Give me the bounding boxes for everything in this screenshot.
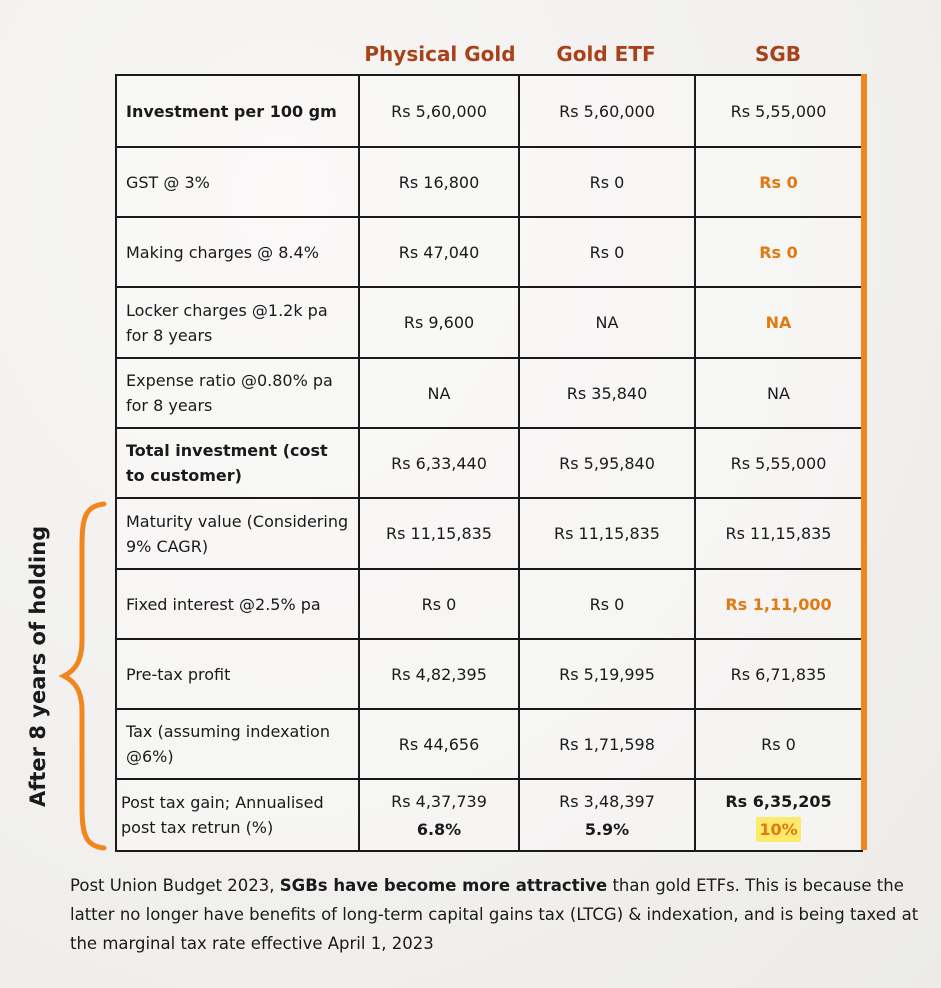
row-label: Investment per 100 gm bbox=[116, 75, 359, 147]
cell-gold-etf: Rs 5,95,840 bbox=[519, 428, 695, 498]
annualised-return: 5.9% bbox=[584, 819, 630, 839]
column-header-physical-gold: Physical Gold bbox=[364, 42, 516, 66]
cell-sgb: Rs 0 bbox=[695, 147, 862, 217]
cell-gold-etf: Rs 35,840 bbox=[519, 358, 695, 428]
cell-sgb: Rs 11,15,835 bbox=[695, 498, 862, 569]
post-tax-gain-value: Rs 6,35,205 bbox=[725, 791, 832, 811]
cell-gold-etf bbox=[519, 779, 695, 851]
table-row bbox=[116, 358, 862, 428]
cell-sgb: NA bbox=[695, 287, 862, 358]
cell-physical-gold: Rs 11,15,835 bbox=[359, 498, 519, 569]
cell-gold-etf: Rs 0 bbox=[519, 147, 695, 217]
table-row bbox=[116, 287, 862, 358]
row-label: Maturity value (Considering 9% CAGR) bbox=[116, 498, 359, 569]
annualised-return: 6.8% bbox=[416, 819, 462, 839]
table-row bbox=[116, 428, 862, 498]
table-row bbox=[116, 709, 862, 779]
row-label: Total investment (cost to customer) bbox=[116, 428, 359, 498]
cell-physical-gold: NA bbox=[359, 358, 519, 428]
side-label-after-8-years bbox=[8, 520, 68, 820]
row-label: Locker charges @1.2k pa for 8 years bbox=[116, 287, 359, 358]
table-row bbox=[116, 569, 862, 639]
cell-physical-gold: Rs 47,040 bbox=[359, 217, 519, 287]
cell-gold-etf: Rs 1,71,598 bbox=[519, 709, 695, 779]
cell-physical-gold: Rs 9,600 bbox=[359, 287, 519, 358]
row-label: Expense ratio @0.80% pa for 8 years bbox=[116, 358, 359, 428]
sgb-accent-bar bbox=[861, 74, 867, 850]
cell-sgb: Rs 0 bbox=[695, 217, 862, 287]
cell-sgb: Rs 6,71,835 bbox=[695, 639, 862, 709]
row-label: Post tax gain; Annualised post tax retrun (%) bbox=[116, 779, 359, 851]
cell-gold-etf: Rs 11,15,835 bbox=[519, 498, 695, 569]
column-header-sgb: SGB bbox=[754, 42, 802, 66]
row-label: GST @ 3% bbox=[116, 147, 359, 217]
footer-text-pre: Post Union Budget 2023, bbox=[70, 876, 280, 895]
cell-physical-gold: Rs 0 bbox=[359, 569, 519, 639]
cell-gold-etf: Rs 5,19,995 bbox=[519, 639, 695, 709]
table-row bbox=[116, 75, 862, 147]
footer-note bbox=[70, 871, 920, 958]
row-label: Making charges @ 8.4% bbox=[116, 217, 359, 287]
side-label-text: After 8 years of holding bbox=[26, 525, 50, 807]
column-header-gold-etf: Gold ETF bbox=[556, 42, 656, 66]
post-tax-gain-value: Rs 3,48,397 bbox=[559, 791, 655, 811]
cell-physical-gold: Rs 5,60,000 bbox=[359, 75, 519, 147]
cell-physical-gold: Rs 4,82,395 bbox=[359, 639, 519, 709]
cell-sgb: Rs 5,55,000 bbox=[695, 75, 862, 147]
row-label: Fixed interest @2.5% pa bbox=[116, 569, 359, 639]
table-row bbox=[116, 779, 862, 851]
footer-text-bold: SGBs have become more attractive bbox=[279, 876, 608, 895]
cell-sgb: Rs 1,11,000 bbox=[695, 569, 862, 639]
cell-physical-gold bbox=[359, 779, 519, 851]
table-row bbox=[116, 217, 862, 287]
row-label: Pre-tax profit bbox=[116, 639, 359, 709]
cell-physical-gold: Rs 6,33,440 bbox=[359, 428, 519, 498]
table-row bbox=[116, 639, 862, 709]
cell-sgb: Rs 0 bbox=[695, 709, 862, 779]
table-row bbox=[116, 147, 862, 217]
cell-sgb: Rs 5,55,000 bbox=[695, 428, 862, 498]
cell-sgb: NA bbox=[695, 358, 862, 428]
table-row bbox=[116, 498, 862, 569]
cell-sgb bbox=[695, 779, 862, 851]
post-tax-gain-value: Rs 4,37,739 bbox=[391, 791, 487, 811]
footer-text-post: than gold ETFs. This is because the latter no longer have benefits of long-term capital gains tax (LTCG) & indexation, and is being taxed at the marginal tax rate effective April 1, 2023 bbox=[70, 876, 919, 953]
cell-gold-etf: Rs 5,60,000 bbox=[519, 75, 695, 147]
cell-gold-etf: Rs 0 bbox=[519, 217, 695, 287]
row-label: Tax (assuming indexation @6%) bbox=[116, 709, 359, 779]
annualised-return-highlight: 10% bbox=[756, 817, 800, 842]
comparison-table bbox=[115, 74, 863, 852]
cell-physical-gold: Rs 44,656 bbox=[359, 709, 519, 779]
cell-physical-gold: Rs 16,800 bbox=[359, 147, 519, 217]
cell-gold-etf: NA bbox=[519, 287, 695, 358]
cell-gold-etf: Rs 0 bbox=[519, 569, 695, 639]
